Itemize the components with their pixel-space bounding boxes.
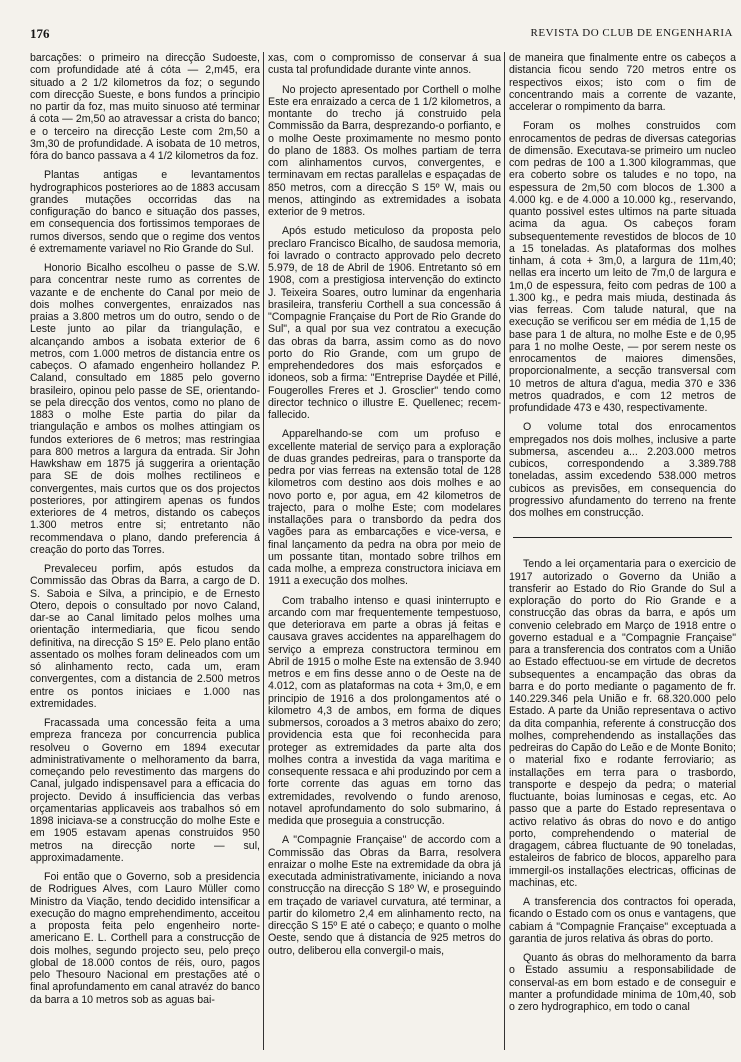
- paragraph: Fracassada uma concessão feita a uma empreza franceza por concurrencia publica resolveu o Governo em 1894 executar administrativamente o melhoramento da barra, começando pelo revestimento das margens do Canal, julgado indispensavel para a efficacia do projecto. Devido á insufficiencia das verbas orçamentarias applicaveis aos trabalhos só em 1898 iniciava-se a construcção do molhe Este e em 1905 estavam apenas construidos 950 metros na direcção norte — sul, approximadamente.: [30, 717, 260, 864]
- paragraph: de maneira que finalmente entre os cabeços a distancia ficou sendo 720 metros entre os respectivos eixos; isto com o fim de concentrando mais a corrente de vazante, accelerar o rompimento da barra.: [509, 52, 736, 113]
- running-title: REVISTA DO CLUB DE ENGENHARIA: [530, 27, 733, 39]
- paragraph: No projecto apresentado por Corthell o molhe Este era enraizado a cerca de 1 1/2 kilometros, a montante do trecho já construido pela Commissão da Barra, desprezando-o porfianto, e o molhe Oeste proximamente no mesmo ponto do plano de 1883. Os molhes partiam de terra com alinhamentos curvos, convergentes, e terminavam em rectas parallelas e espaçadas de 850 metros, com a direcção S 15º W, mais ou menos, attingindo as extremidades a isobata exterior de 9 metros.: [268, 83, 501, 218]
- paragraph: Apparelhando-se com um profuso e excellente material de serviço para a exploração de duas grandes pedreiras, para o transporte da pedra por vias ferreas na extensão total de 128 kilometros com destino aos dois molhes e ao novo porto e, por agua, em 42 kilometros de trajecto, para o molhe Este; com modelares installações para o transbordo da pedra dos vagões para as embarcações e vice-versa, e final lançamento da pedra na obra por meio de um possante titan, montado sobre trilhos em cada molhe, a empreza constructora iniciava em 1911 a execução dos molhes.: [268, 428, 501, 588]
- column-divider: [263, 52, 264, 1050]
- column-divider: [504, 52, 505, 1050]
- text-column-1: [30, 52, 260, 1056]
- text-column-3: [509, 52, 736, 1056]
- section-divider: [513, 537, 732, 538]
- page-header: [30, 24, 733, 44]
- paragraph: Honorio Bicalho escolheu o passe de S.W. para concentrar neste rumo as correntes de vazante e de enchente do Canal por meio de dois molhes convergentes, enraizados nas praias a 3.800 metros um do outro, sendo o de Leste junto ao pilar da triangulação, e alcançando ambos a isobata exterior de 6 metros, com 1.000 metros de distancia entre os cabeços. O afamado engenheiro hollandez P. Caland, consultado em 1885 pelo governo brasileiro, opinou pelo passe de SE, orientando-se pela direcção dos ventos, como no plano de 1883 o molhe Este partia do pilar da triangulação e ambos os molhes attingiam os fundos exteriores de 6 metros; mas restringiaa para 800 metros a largura da entrada. Sir John Hawkshaw em 1875 já suggerira a orientação para SE de dois molhes rectilineos e convergentes, mais curtos que os dos projectos posteriores, por attingirem apenas os fundos exteriores de 4 metros, distando os cabeços 1.300 metros entre si; entretanto não recommendava o plano, dando preferencia á creação do porto das Torres.: [30, 262, 260, 556]
- paragraph: Com trabalho intenso e quasi ininterrupto e arcando com mar frequentemente tempestuoso, que deteriorava em parte a obras já feitas e causava graves accidentes na apparelhagem do serviço a empreza constructora terminou em Abril de 1915 o molhe Este na extensão de 3.940 metros e em fins desse anno o de Oeste na de 4.012, com as plataformas na cota + 3m,0, e em principio de 1916 a dos prolongamentos até o kilometro 4,3 de ambos, em forma de diques submersos, coroados a 3 metros abaixo do zero; providencia esta que foi reconhecida para proteger as extremidades da parte alta dos molhes contra a investida da vaga maritima e consequente ressaca e ahi produzindo por cem a forte corrente das aguas em torno das extremidades, revolvendo o fundo arenoso, notavel aprofundamento do solo submarino, á medida que proseguia a construcção.: [268, 594, 501, 827]
- paragraph: A "Compagnie Française" de accordo com a Commissão das Obras da Barra, resolvera enraizar o molhe Este na extremidade da obra já executada administrativamente, iniciando a nova construcção na direcção S 18º W, e proseguindo em traçado de variavel curvatura, até terminar, a partir do kilometro 2,4 em alinhamento recto, na direcção S 15º E até o cabeço; e quanto o molhe Oeste, sendo que á distancia de 925 metros do outro, deliberou ella convergil-o mais,: [268, 834, 501, 957]
- paragraph: Tendo a lei orçamentaria para o exercicio de 1917 autorizado o Governo da União a transferir ao Estado do Rio Grande do Sul a exploração do porto do Rio Grande e a construcção das obras da barra, e após um convenio celebrado em Março de 1918 entre o governo estadual e a "Compagnie Française" para a transferencia dos contratos com a União ao Estado effectuou-se em virtude de decretos subsequentes a encampação das obras da barra e do porto mediante o pagamento de fr. 140.229.346 pela União e fr. 68.320.000 pelo Estado. A parte da União representava o activo da dita companhia, referente á construcção dos molhes, comprehendendo as installações das pedreiras do Capão do Leão e de Monte Bonito; o material fixo e rodante ferroviario; as installações em terra para o trasbordo, transporte e despejo da pedra; o material fluctuante, boias luminosas e cegas, etc. Ao passo que a parte do Estado representava o activo relativo ás obras do novo e do antigo porto, comprehendendo o material de dragagem, cábrea fluctuante de 90 toneladas, estaleiros de fabrico de blocos, apparelho para immergil-os installações electricas, officinas de machinas, etc.: [509, 558, 736, 889]
- paragraph: Foi então que o Governo, sob a presidencia de Rodrigues Alves, com Lauro Müller como Ministro da Viação, tendo decidido intensificar a execução do magno emprehendimento, acceitou a proposta feita pelo engenheiro norte-americano E. L. Corthell para a construcção de dois molhes, segundo projecto seu, pelo preço global de 18.000 contos de réis, ouro, pagos pelo Thesouro Nacional em prestações até o final aprofundamento em canal atravéz do banco da barra a 10 metros sob as aguas bai-: [30, 871, 260, 1006]
- paragraph: Prevaleceu porfim, após estudos da Commissão das Obras da Barra, a cargo de D. S. Saboia e Silva, a principio, e de Ernesto Otero, depois o consultado por novo Caland, dar-se ao Canal limitado pelos molhes uma orientação intermediaria, que ficou sendo definitiva, na direcção S 15º E. Pelo plano então assentado os molhes foram delineados com um só alinhamento recto, cada um, eram convergentes, com a distancia de 2.500 metros entre os pontos iniciaes e 1.000 nas extremidades.: [30, 563, 260, 710]
- paragraph: Quanto ás obras do melhoramento da barra o Estado assumiu a responsabilidade de conserval-as em bom estado e de conseguir e manter a profundidade minima de 10m,40, sob o zero hydrographico, em todo o canal: [509, 952, 736, 1013]
- paragraph: barcações: o primeiro na direcção Sudoeste, com profundidade até á cóta — 2,m45, era situado a 2 1/2 kilometros da foz; o segundo com direcção Sueste, e bons fundos a principio no partir da foz, mas muito sinuoso até terminar á cota — 2m,50 ao atravessar a crista do banco; e o terceiro na direcção Leste com 2m,50 a 3m,30 de profundidade. A isobata de 10 metros, fóra do banco passava a 4 1/2 kilometros da foz.: [30, 52, 260, 162]
- page-number: 176: [30, 26, 50, 41]
- paragraph: xas, com o compromisso de conservar á sua custa tal profundidade durante vinte annos.: [268, 52, 501, 77]
- paragraph: Plantas antigas e levantamentos hydrographicos posteriores ao de 1883 accusam grandes mutações occorridas das na configuração do banco e situação dos passes, em consequencia dos fortissimos temporaes de rumos diversos, sendo que o regime dos ventos é extremamente variavel no Rio Grande do Sul.: [30, 169, 260, 255]
- paragraph: Após estudo meticuloso da proposta pelo preclaro Francisco Bicalho, de saudosa memoria, foi lavrado o contracto approvado pelo decreto 5.979, de 18 de Abril de 1906. Entretanto só em 1908, com a prestigiosa intervenção do extincto J. Teixeira Soares, outro luminar da engenharia brasileira, transferiu Corthell a sua concessão á "Compagnie Française du Port de Rio Grande do Sul", a qual por sua vez contratou a execução das obras da barra, assim como as do novo porto do Rio Grande, com um grupo de emprehendedores dos mais esforçados e idoneos, sob a firma: "Entreprise Daydée et Pillé, Fougerolles Freres et J. Grosclier" tendo como director technico o illustre E. Quellenec; recem-fallecido.: [268, 225, 501, 421]
- paragraph: Foram os molhes construidos com enrocamentos de pedras de diversas categorias de dimensão. Executava-se primeiro um nucleo com pedras de 100 a 1.300 kilogrammas, que era coberto sobre os taludes e no topo, na espessura de 2m,50 com blocos de 1.300 a 4.000 kg. e de 4.000 a 10.000 kg., reservando, quanto possivel estes ultimos na parte situada acima da agua. Os cabeços foram subsequentemente revestidos de blocos de 10 a 15 toneladas. As plataformas dos molhes tinham, á cota + 3m,0, a largura de 11m,40; nellas era incerto um leito de 7m,0 de largura e 1m,0 de espessura, feito com pedras de 100 a 1.300 kg., e pedra mais miuda, destinada ás vias ferreas. Com talude natural, que na execução se verificou ser em média de 1,15 de base para 1 de altura, no molhe Este e de 0,95 para 1 no molhe Oeste, — por serem neste os enrocamentos de maiores dimensões, proporcionalmente, a secção transversal com 10 metros de altura d'agua, media 370 e 336 metros quadrados, e com 12 metros de profundidade 473 e 430, respectivamente.: [509, 120, 736, 414]
- paragraph: O volume total dos enrocamentos empregados nos dois molhes, inclusive a parte submersa, ascendeu a... 2.203.000 metros cubicos, correspondendo a 3.389.788 toneladas, assim excedendo 538.000 metros cubicos as previsões, em consequencia do progressivo afundamento do terreno na frente dos molhes em construcção.: [509, 421, 736, 519]
- paragraph: A transferencia dos contractos foi operada, ficando o Estado com os onus e vantagens, que cabiam á "Compagnie Française" exceptuada a garantia de juros relativa ás obras do porto.: [509, 896, 736, 945]
- text-column-2: [268, 52, 501, 1056]
